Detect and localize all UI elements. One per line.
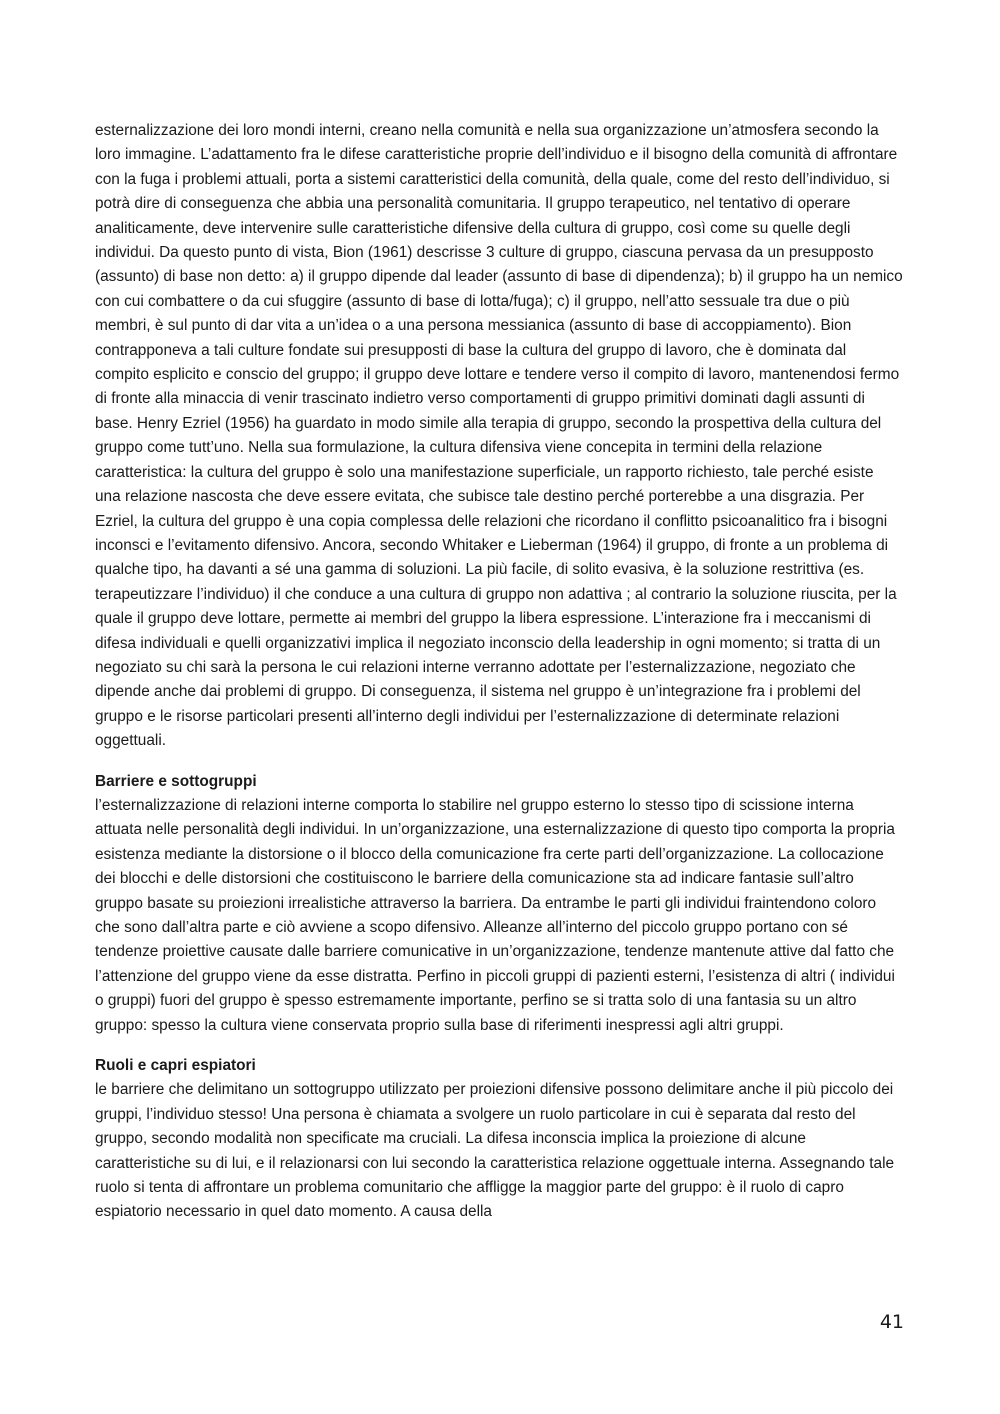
- section-heading-ruoli: Ruoli e capri espiatori: [95, 1057, 256, 1075]
- body-paragraph-1: esternalizzazione dei loro mondi interni, creano nella comunità e nella sua organizzazione un’atmosfera secondo la loro immagine. L’adattamento fra le difese caratteristiche proprie dell’individuo e il bisogno della comunità di affrontare con la fuga i problemi attuali, porta a sistemi caratteristici della comunità, della quale, come del resto dell’individuo, si potrà dire di conseguenza che abbia una personalità comunitaria. Il gruppo terapeutico, nel tentativo di operare analiticamente, deve intervenire sulle caratteristiche difensive della cultura di gruppo, così come su quelle degli individui. Da questo punto di vista, Bion (1961) descrisse 3 culture di gruppo, ciascuna pervasa da un presupposto (assunto) di base non detto: a) il gruppo dipende dal leader (assunto di base di dipendenza); b) il gruppo ha un nemico con cui combattere o da cui sfuggire (assunto di base di lotta/fuga); c) il gruppo, nell’atto sessuale tra due o più membri, è sul punto di dar vita a un’idea o a una persona messianica (assunto di base di accoppiamento). Bion contrapponeva a tali culture fondate sui presupposti di base la cultura del gruppo di lavoro, che è dominata dal compito esplicito e conscio del gruppo; il gruppo deve lottare e tendere verso il compito di lavoro, mantenendosi fermo di fronte alla minaccia di venir trascinato indietro verso comportamenti di gruppo primitivi dominati dagli assunti di base. Henry Ezriel (1956) ha guardato in modo simile alla terapia di gruppo, secondo la prospettiva della cultura del gruppo come tutt’uno. Nella sua formulazione, la cultura difensiva viene concepita in termini della relazione caratteristica: la cultura del gruppo è solo una manifestazione superficiale, un rapporto richiesto, tale perché esiste una relazione nascosta che deve essere evitata, che subisce tale destino perché porterebbe a una disgrazia. Per Ezriel, la cultura del gruppo è una copia complessa delle relazioni che ricordano il conflitto psicoanalitico fra i bisogni inconsci e l’evitamento difensivo. Ancora, secondo Whitaker e Lieberman (1964) il gruppo, di fronte a un problema di qualche tipo, ha davanti a sé una gamma di soluzioni. La più facile, di solito evasiva, è la soluzione restrittiva (es. terapeutizzare l’individuo) il che conduce a una cultura di gruppo non adattiva ; al contrario la soluzione riuscita, per la quale il gruppo deve lottare, permette ai membri del gruppo la libera espressione. L’interazione fra i meccanismi di difesa individuali e quelli organizzativi implica il negoziato inconscio della leadership in ogni momento; si tratta di un negoziato su chi sarà la persona le cui relazioni interne verranno adottate per l’esternalizzazione, negoziato che dipende anche dai problemi di gruppo. Di conseguenza, il sistema nel gruppo è un’integrazione fra i problemi del gruppo e le risorse particolari presenti all’interno degli individui per l’esternalizzazione di determinate relazioni oggettuali.: [95, 122, 903, 750]
- section-heading-barriere: Barriere e sottogruppi: [95, 772, 257, 790]
- body-paragraph-2: l’esternalizzazione di relazioni interne comporta lo stabilire nel gruppo esterno lo stesso tipo di scissione interna attuata nelle personalità degli individui. In un’organizzazione, una esternalizzazione di questo tipo comporta la propria esistenza mediante la distorsione o il blocco della comunicazione fra certe parti dell’organizzazione. La collocazione dei blocchi e delle distorsioni che costituiscono le barriere della comunicazione sta ad indicare fantasie sull’altro gruppo basate su proiezioni irrealistiche attraverso la barriera. Da entrambe le parti gli individui fraintendono coloro che sono dall’altra parte e ciò avviene a scopo difensivo. Alleanze all’interno del piccolo gruppo portano con sé tendenze proiettive causate dalle barriere comunicative in un’organizzazione, tendenze mantenute attive dal fatto che l’attenzione del gruppo viene da esse distratta. Perfino in piccoli gruppi di pazienti esterni, l’esistenza di altri ( individui o gruppi) fuori del gruppo è spesso estremamente importante, perfino se si tratta solo di una fantasia su un altro gruppo: spesso la cultura viene conservata proprio sulla base di riferimenti inespressi agli altri gruppi.: [95, 796, 895, 1034]
- page-number: 41: [879, 1311, 904, 1333]
- body-paragraph-3: le barriere che delimitano un sottogruppo utilizzato per proiezioni difensive possono delimitare anche il più piccolo dei gruppi, l’individuo stesso! Una persona è chiamata a svolgere un ruolo particolare in cui è separata dal resto del gruppo, secondo modalità non specificate ma cruciali. La difesa inconscia implica la proiezione di alcune caratteristiche su di lui, e il relazionarsi con lui secondo la caratteristica relazione oggettuale interna. Assegnando tale ruolo si tenta di affrontare un problema comunitario che affligge la maggior parte del gruppo: è il ruolo di capro espiatorio necessario in quel dato momento. A causa della: [95, 1081, 895, 1221]
- document-page: [95, 119, 903, 1225]
